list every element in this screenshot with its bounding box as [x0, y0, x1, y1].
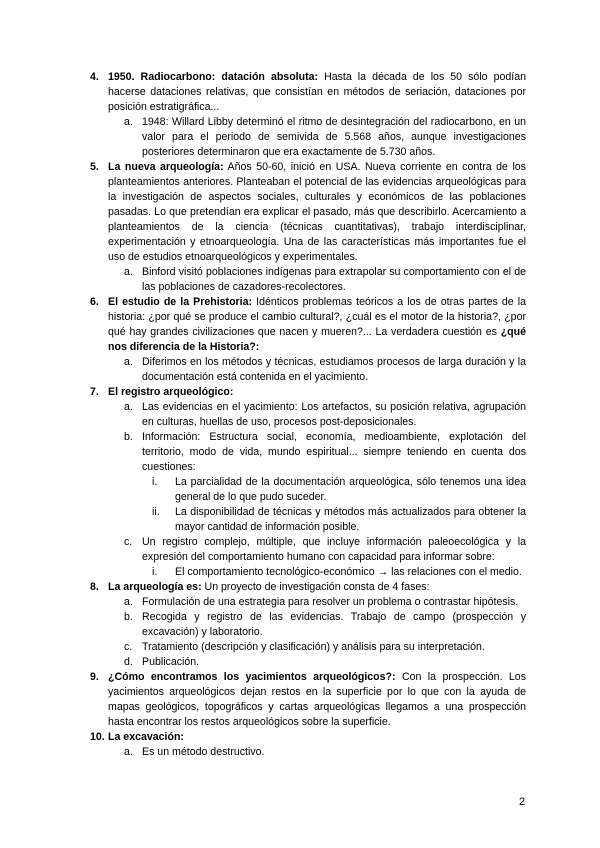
- sub-item-text: Información: Estructura social, economía, medioambiente, explotación del territorio, modo de vida, mundo espiritual... siempre teniendo en cuenta dos cuestiones:: [142, 431, 526, 473]
- sub-item-text: Es un método destructivo.: [142, 746, 265, 758]
- sub-item-text: Tratamiento (descripción y clasificación) y análisis para su interpretación.: [142, 641, 485, 653]
- sub-item-label: b.: [124, 611, 133, 623]
- sub-item: [90, 355, 526, 385]
- item-number: 6.: [90, 296, 99, 308]
- item-title: El registro arqueológico:: [108, 386, 234, 398]
- list-item: [90, 160, 526, 265]
- sub-sub-item-label: i.: [152, 566, 158, 578]
- item-title: El estudio de la Prehistoria:: [108, 296, 253, 308]
- item-title: La excavación:: [108, 731, 184, 743]
- sub-sub-item-text: La parcialidad de la documentación arqueológica, sólo tenemos una idea general de lo que pudo suceder.: [175, 476, 526, 503]
- sub-sub-item: [90, 475, 526, 505]
- item-number: 4.: [90, 71, 99, 83]
- sub-item: [90, 640, 526, 655]
- item-text: Años 50-60, inició en USA. Nueva corriente en contra de los planteamientos anteriores. Planteaban el potencial de las evidencias arqueológicas para la investigación de aspectos sociales, culturales y económicos de las poblaciones pasadas. Lo que pretendían era explicar el pasado, más que describirlo. Acercamiento a planteamientos de la ciencia (técnicas cuantitativas), trabajo interdisciplinar, experimentación y etnoarqueología. Una de las características más importantes fue el uso de estudios etnoarqueológicos y experimentales.: [108, 161, 526, 263]
- sub-item-text: Binford visitó poblaciones indígenas para extrapolar su comportamiento con el de las poblaciones de cazadores-recolectores.: [142, 266, 526, 293]
- item-text: Con la prospección. Los yacimientos arqueológicos dejan restos en la superficie por lo que con la ayuda de mapas geológicos, topográficos y cartas arqueológicas llegamos a una prospección hasta encontrar los restos arqueológicos sobre la superficie.: [108, 671, 526, 728]
- item-number: 7.: [90, 386, 99, 398]
- sub-item-label: a.: [124, 746, 133, 758]
- sub-sub-item-text: La disponibilidad de técnicas y métodos más actualizados para obtener la mayor cantidad de información posible.: [175, 506, 526, 533]
- sub-sub-item: [90, 565, 526, 580]
- list-item: [90, 385, 526, 400]
- sub-item-text: Formulación de una estrategia para resolver un problema o contrastar hipótesis.: [142, 596, 519, 608]
- sub-item-text: Un registro complejo, múltiple, que incluye información paleoecológica y la expresión del comportamiento humano con capacidad para informar sobre:: [142, 536, 526, 563]
- sub-item: [90, 745, 526, 760]
- item-text: Idénticos problemas teóricos a los de otras partes de la historia: ¿por qué se produce el cambio cultural?, ¿cuál es el motor de la historia?, ¿por qué hay grandes civilizaciones que nacen y mueren?... La verdadera cuestión es: [108, 296, 526, 338]
- sub-item-label: a.: [124, 596, 133, 608]
- item-number: 9.: [90, 671, 99, 683]
- list-item: [90, 295, 526, 355]
- sub-item-label: b.: [124, 431, 133, 443]
- item-bold-question: ¿qué nos diferencia de la Historia?:: [108, 326, 526, 353]
- item-title: La arqueología es:: [108, 581, 202, 593]
- item-number: 8.: [90, 581, 99, 593]
- item-text: Hasta la década de los 50 sólo podían hacerse dataciones relativas, que consistían en métodos de seriación, dataciones por posición estratigráfica...: [108, 71, 526, 113]
- sub-item: [90, 265, 526, 295]
- sub-sub-item-label: ii.: [152, 506, 160, 518]
- sub-item: [90, 115, 526, 160]
- item-title: ¿Cómo encontramos los yacimientos arqueológicos?:: [108, 671, 396, 683]
- sub-sub-item: [90, 505, 526, 535]
- sub-item: [90, 535, 526, 565]
- sub-item: [90, 610, 526, 640]
- item-number: 5.: [90, 161, 99, 173]
- list-item: [90, 70, 526, 115]
- sub-sub-item-label: i.: [152, 476, 158, 488]
- sub-item: [90, 655, 526, 670]
- document-body: [90, 70, 526, 760]
- sub-sub-item-text: El comportamiento tecnológico-económico → las relaciones con el medio.: [175, 566, 522, 578]
- sub-item-label: c.: [124, 641, 133, 653]
- sub-item-label: c.: [124, 536, 133, 548]
- sub-item: [90, 400, 526, 430]
- item-title: La nueva arqueología:: [108, 161, 224, 173]
- sub-item-label: a.: [124, 401, 133, 413]
- item-number: 10.: [90, 731, 105, 743]
- item-title: 1950. Radiocarbono: datación absoluta:: [108, 71, 319, 83]
- sub-item-text: Las evidencias en el yacimiento: Los artefactos, su posición relativa, agrupación en culturas, huellas de uso, procesos post-deposicionales.: [142, 401, 526, 428]
- sub-item-label: a.: [124, 266, 133, 278]
- list-item: [90, 670, 526, 730]
- sub-item-label: a.: [124, 356, 133, 368]
- sub-item-label: a.: [124, 116, 133, 128]
- sub-item-text: Diferimos en los métodos y técnicas, estudiamos procesos de larga duración y la documentación está contenida en el yacimiento.: [142, 356, 526, 383]
- sub-item: [90, 595, 526, 610]
- list-item: [90, 730, 526, 745]
- sub-item-text: Recogida y registro de las evidencias. Trabajo de campo (prospección y excavación) y laboratorio.: [142, 611, 526, 638]
- page-number: 2: [519, 796, 526, 808]
- list-item: [90, 580, 526, 595]
- item-text: Un proyecto de investigación consta de 4 fases:: [201, 581, 430, 593]
- sub-item-label: d.: [124, 656, 133, 668]
- sub-item-text: 1948: Willard Libby determinó el ritmo de desintegración del radiocarbono, en un valor para el periodo de semivida de 5.568 años, aunque investigaciones posteriores determinaron que era exactamente de 5.730 años.: [142, 116, 526, 158]
- sub-item: [90, 430, 526, 475]
- sub-item-text: Publicación.: [142, 656, 200, 668]
